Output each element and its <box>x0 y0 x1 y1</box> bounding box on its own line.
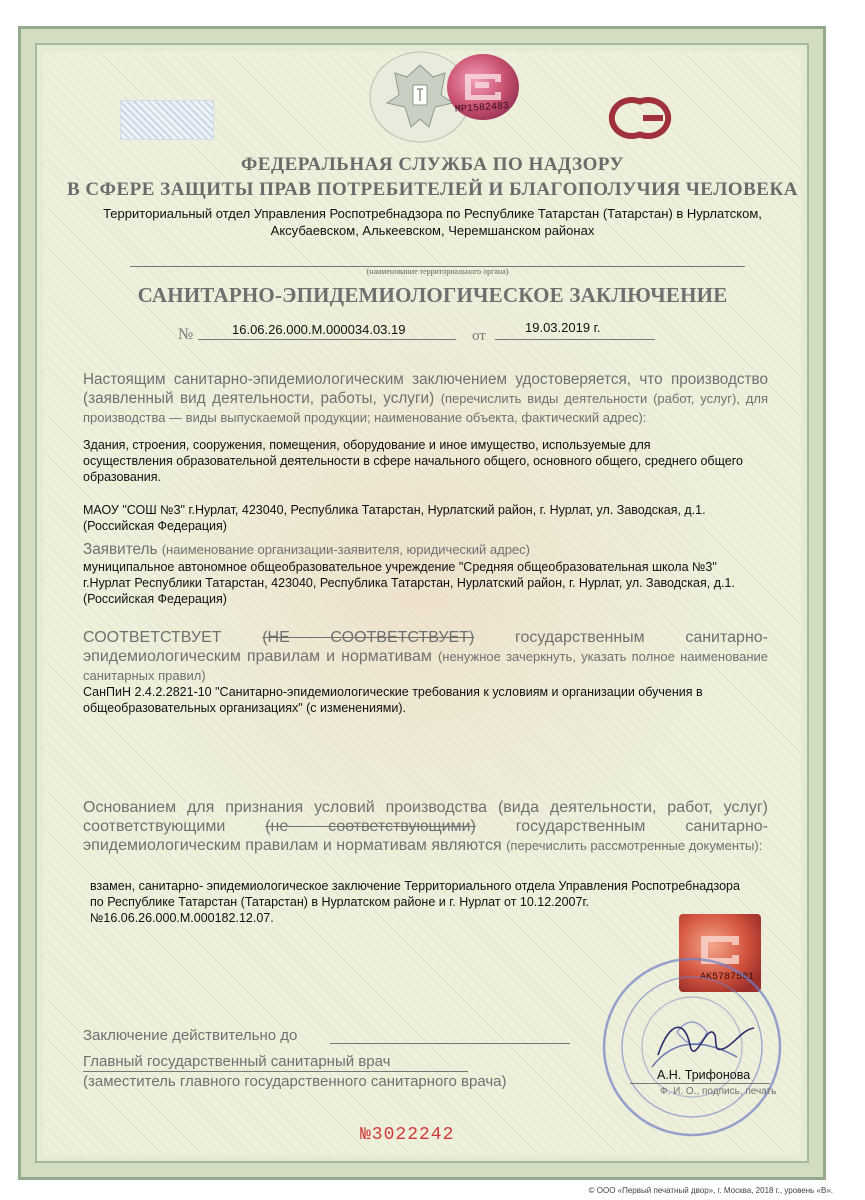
security-pattern <box>120 100 214 140</box>
conformity-yes: СООТВЕТСТВУЕТ <box>83 629 222 646</box>
territorial-organ-line-1: Территориальный отдел Управления Роспотребнадзора по Республике Татарстан (Татарстан) в Нурлатском, <box>103 206 762 221</box>
date-underline <box>495 339 655 340</box>
object-address: МАОУ "СОШ №3" г.Нурлат, 423040, Республика Татарстан, Нурлатский район, г. Нурлат, ул. Заводская, д.1. (Российская Федерация) <box>83 503 706 533</box>
basis-text-2: государственным санитарно-эпидемиологическим правилам и нормативам являются <box>83 818 768 854</box>
signer-caption: Ф. И. О., подпись, печать <box>660 1086 777 1097</box>
conclusion-number: 16.06.26.000.М.000034.03.19 <box>232 322 406 337</box>
conclusion-date: 19.03.2019 г. <box>525 320 601 335</box>
valid-until-underline <box>330 1043 570 1044</box>
signer-name-underline <box>630 1083 770 1084</box>
certify-value: Здания, строения, сооружения, помещения, оборудование и иное имущество, используемые для осуществления образовательной деятельности в сфере начального общего, основного общего, среднего общего образования. <box>83 438 743 484</box>
valid-until-label: Заключение действительно до <box>83 1027 298 1044</box>
applicant-heading <box>83 540 768 559</box>
basis-value: взамен, санитарно- эпидемиологическое заключение Территориального отдела Управления Роспотребнадзора по Республике Татарстан (Татарстан) в Нурлатском районе и г. Нурлат от 10.12.2007г. №16.06.26.000.М.000182.12.07. <box>90 879 740 925</box>
basis-struck: (не соответствующими) <box>265 818 476 835</box>
header-line-1: ФЕДЕРАЛЬНАЯ СЛУЖБА ПО НАДЗОРУ <box>241 154 624 175</box>
certify-paragraph <box>83 370 768 427</box>
signer-role-2: (заместитель главного государственного санитарного врача) <box>83 1073 507 1090</box>
sanitary-rules-value: СанПиН 2.4.2.2821-10 "Санитарно-эпидемиологические требования к условиям и организации обучения в общеобразовательных организациях" (с изменениями). <box>83 685 703 715</box>
conformity-no-struck: (НЕ СООТВЕТСТВУЕТ) <box>262 629 475 646</box>
signer-name: А.Н. Трифонова <box>657 1068 751 1082</box>
territorial-organ <box>70 205 795 239</box>
certification-mark-icon <box>603 94 681 142</box>
certify-note: (перечислить виды деятельности (работ, услуг), для производства — виды выпускаемой продукции; наименование объекта, фактический адрес): <box>83 391 768 425</box>
number-label: № <box>178 326 194 343</box>
number-underline <box>198 339 456 340</box>
printer-footer: © ООО «Первый печатный двор», г. Москва, 2018 г., уровень «В». <box>588 1186 833 1195</box>
certify-text: Настоящим санитарно-эпидемиологическим заключением удостоверяется, что производство (заявленный вид деятельности, работы, услуги) <box>83 371 768 407</box>
basis-paragraph <box>83 798 768 855</box>
header-line-2: В СФЕРЕ ЗАЩИТЫ ПРАВ ПОТРЕБИТЕЛЕЙ И БЛАГОПОЛУЧИЯ ЧЕЛОВЕКА <box>67 179 798 200</box>
applicant-value: муниципальное автономное общеобразовательное учреждение "Средняя общеобразовательная школа №3" г.Нурлат Республики Татарстан, 423040, Республика Татарстан, Нурлатский район, г. Нурлат, ул. Заводская, д.1. (Российская Федерация) <box>83 560 735 606</box>
document-title: САНИТАРНО-ЭПИДЕМИОЛОГИЧЕСКОЕ ЗАКЛЮЧЕНИЕ <box>137 283 728 307</box>
hologram-code-top: MP1582483 <box>454 101 510 116</box>
signer-role-underline <box>83 1071 468 1072</box>
territorial-organ-line-2: Аксубаевском, Алькеевском, Черемшанском районах <box>270 223 595 238</box>
basis-note: (перечислить рассмотренные документы): <box>506 838 763 853</box>
signer-role-1: Главный государственный санитарный врач <box>83 1053 391 1070</box>
basis-text-1: Основанием для признания условий производства (вида деятельности, работ, услуг) соответствующими <box>83 799 768 835</box>
applicant-note: (наименование организации-заявителя, юридический адрес) <box>161 542 530 557</box>
applicant-label: Заявитель <box>83 541 158 558</box>
hologram-code-bottom: AK5787561 <box>700 972 755 983</box>
conformity-rest: государственным санитарно-эпидемиологическим правилам и нормативам <box>83 629 768 665</box>
form-serial-number: №3022242 <box>360 1125 455 1145</box>
conformity-paragraph <box>83 628 768 685</box>
signature <box>650 1010 760 1070</box>
organ-caption: (наименование территориального органа) <box>366 267 509 276</box>
date-label: от <box>472 328 486 344</box>
conformity-note: (ненужное зачеркнуть, указать полное наименование санитарных правил) <box>83 649 768 683</box>
